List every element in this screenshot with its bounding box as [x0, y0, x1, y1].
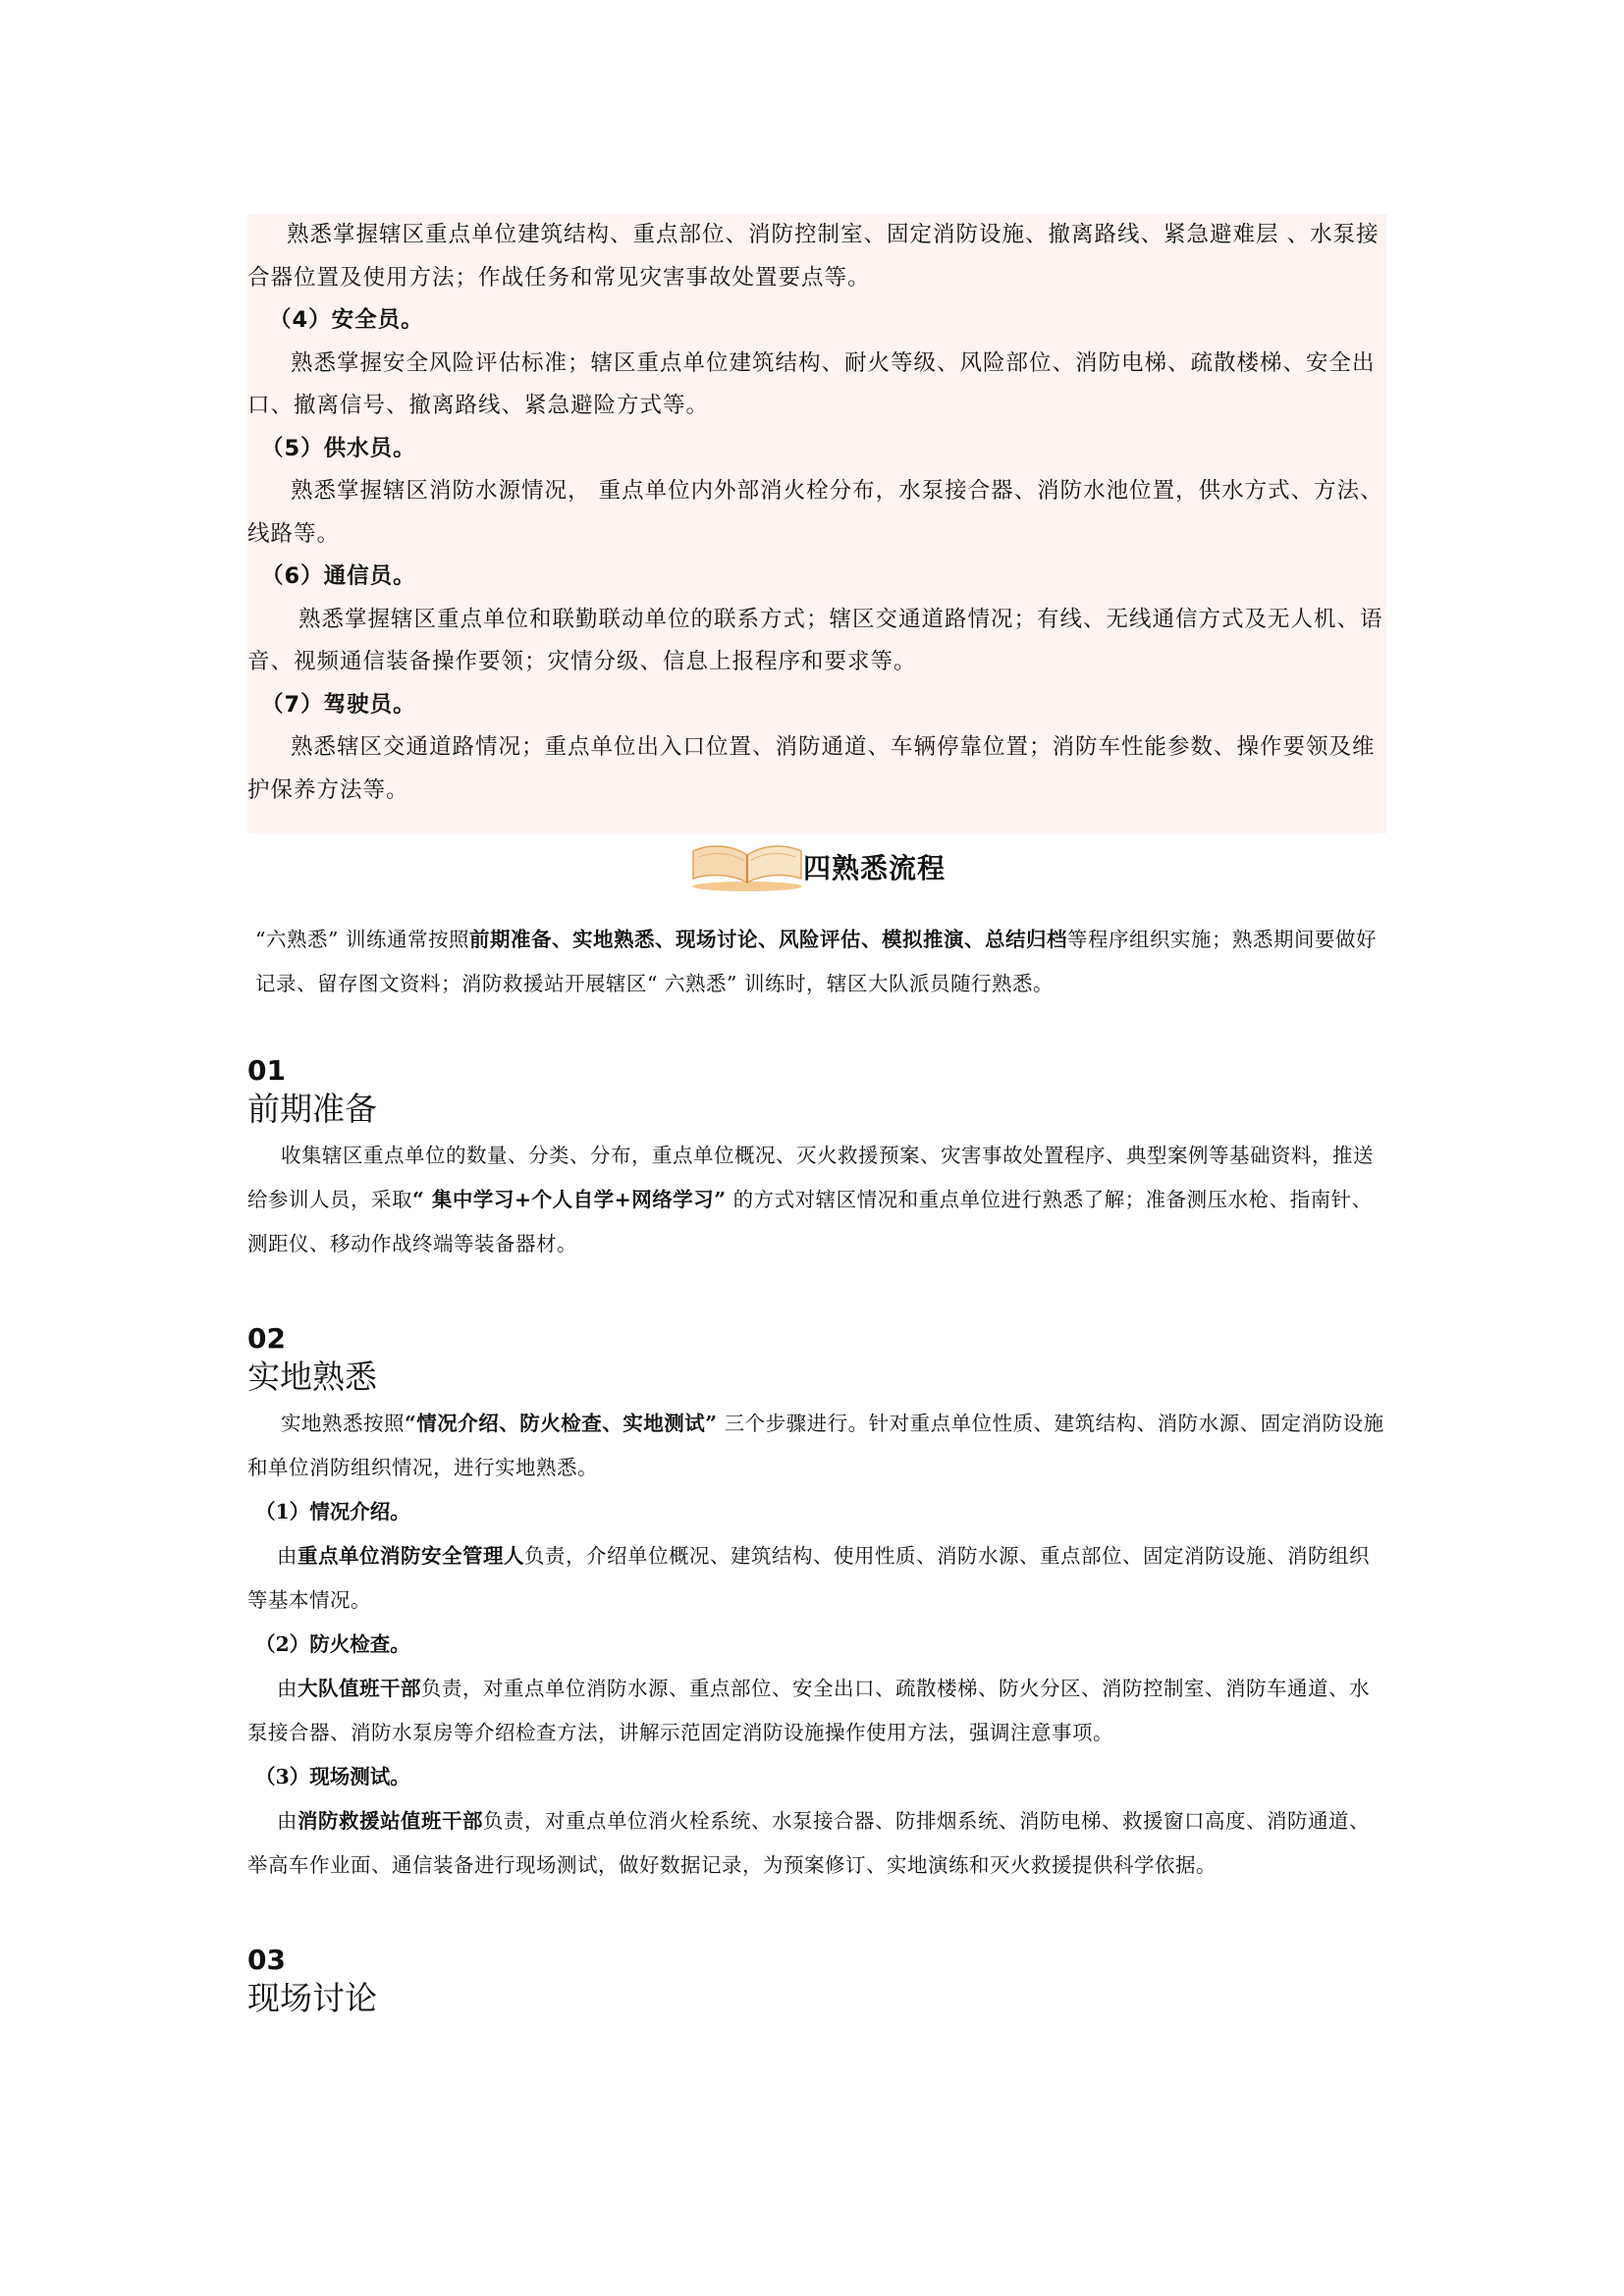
section-header — [247, 833, 1386, 896]
sub-heading: （3）现场测试。 — [255, 1765, 410, 1789]
duty-paragraph: 熟悉掌握辖区消防水源情况， 重点单位内外部消火栓分布，水泵接合器、消防水池位置，供水方式、方法、线路等。 — [247, 478, 1383, 547]
section-intro: “六熟悉” 训练通常按照前期准备、实地熟悉、现场讨论、风险评估、模拟推演、总结归档等程序组织实施；熟悉期间要做好 记录、留存图文资料；消防救援站开展辖区“ 六熟悉” 训练时，辖区大队派员随行熟悉。 — [255, 928, 1377, 995]
open-book-icon — [689, 837, 805, 892]
role-heading: （7）驾驶员。 — [261, 691, 416, 718]
duty-paragraph: 熟悉掌握辖区重点单位建筑结构、重点部位、消防控制室、固定消防设施、撤离路线、紧急避难层 、水泵接合器位置及使用方法；作战任务和常见灾害事故处置要点等。 — [247, 222, 1380, 291]
sub-paragraph: 由消防救援站值班干部负责，对重点单位消火栓系统、水泵接合器、防排烟系统、消防电梯、救援窗口高度、消防通道、举高车作业面、通信装备进行现场测试，做好数据记录，为预案修订、实地演练和灭火救援提供科学依据。 — [247, 1809, 1370, 1877]
step-paragraph: 收集辖区重点单位的数量、分类、分布，重点单位概况、灭火救援预案、灾害事故处置程序、典型案例等基础资料，推送给参训人员，采取“ 集中学习+个人自学+网络学习” 的方式对辖区情况和重点单位进行熟悉了解；准备测压水枪、指南针、测距仪、移动作战终端等装备器材。 — [247, 1144, 1374, 1255]
step-title: 前期准备 — [247, 1090, 377, 1128]
duty-paragraph: 熟悉掌握安全风险评估标准；辖区重点单位建筑结构、耐火等级、风险部位、消防电梯、疏散楼梯、安全出口、撤离信号、撤离路线、紧急避险方式等。 — [247, 349, 1376, 418]
duty-box — [247, 214, 1386, 833]
duty-paragraph: 熟悉辖区交通道路情况；重点单位出入口位置、消防通道、车辆停靠位置；消防车性能参数、操作要领及维护保养方法等。 — [247, 734, 1376, 803]
step-title: 实地熟悉 — [247, 1358, 377, 1396]
sub-heading: （2）防火检查。 — [255, 1632, 410, 1656]
step-number: 01 — [247, 1054, 286, 1087]
step-title: 现场讨论 — [247, 1979, 377, 2017]
role-heading: （5）供水员。 — [261, 435, 416, 461]
duty-paragraph: 熟悉掌握辖区重点单位和联勤联动单位的联系方式；辖区交通道路情况；有线、无线通信方式及无人机、语音、视频通信装备操作要领；灾情分级、信息上报程序和要求等。 — [247, 606, 1383, 674]
sub-paragraph: 由重点单位消防安全管理人负责，介绍单位概况、建筑结构、使用性质、消防水源、重点部位、固定消防设施、消防组织等基本情况。 — [247, 1544, 1370, 1612]
sub-paragraph: 由大队值班干部负责，对重点单位消防水源、重点部位、安全出口、疏散楼梯、防火分区、消防控制室、消防车通道、水泵接合器、消防水泵房等介绍检查方法，讲解示范固定消防设施操作使用方法，强调注意事项。 — [247, 1677, 1370, 1744]
section-title: 四熟悉流程 — [803, 852, 947, 884]
role-heading: （6）通信员。 — [261, 563, 416, 589]
role-heading: （4）安全员。 — [269, 307, 424, 333]
sub-heading: （1）情况介绍。 — [255, 1500, 410, 1523]
step-number: 02 — [247, 1322, 286, 1355]
document-page — [247, 214, 1386, 2023]
step-number: 03 — [247, 1944, 286, 1976]
step-paragraph: 实地熟悉按照“情况介绍、防火检查、实地测试” 三个步骤进行。针对重点单位性质、建筑结构、消防水源、固定消防设施和单位消防组织情况，进行实地熟悉。 — [247, 1412, 1384, 1479]
